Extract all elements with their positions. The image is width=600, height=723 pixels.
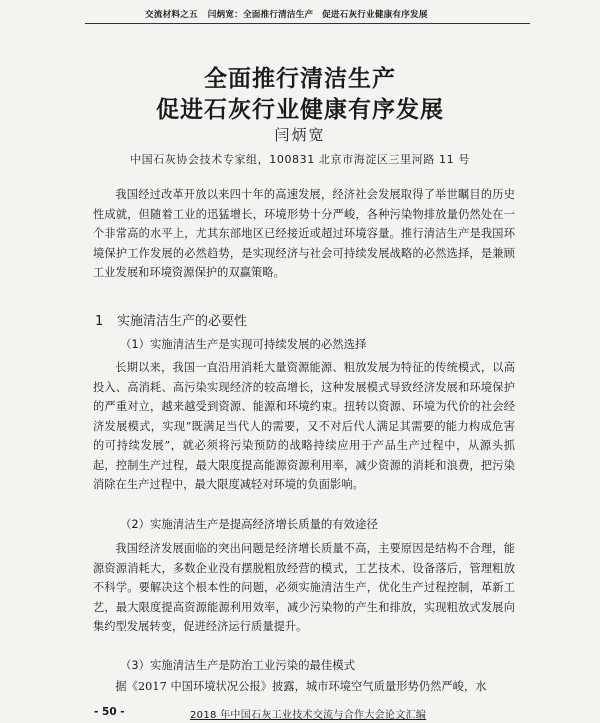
subsection-2-paragraph: 我国经济发展面临的突出问题是经济增长质量不高，主要原因是结构不合理，能源资源消耗大，多数企业没有摆脱粗放经营的模式，工艺技术、设备落后，管理粗放不科学。要解决这个根本性的问题，必须实施清洁生产，优化生产过程控制，革新工艺，最大限度提高资源能源利用效率，减少污染物的产生和排放，实现粗放式发展向集约型发展转变，促进经济运行质量提升。: [93, 542, 515, 633]
subsection-1-paragraph: 长期以来，我国一直沿用消耗大量资源能源、粗放发展为特征的传统模式，以高投入、高消耗、高污染实现经济的较高增长，这种发展模式导致经济发展和环境保护的严重对立，越来越受到资源、能源和环境约束。扭转以资源、环境为代价的社会经济发展模式，实现“既满足当代人的需要，又不对后代人满足其需要的能力构成危害的可持续发展”，就必须将污染预防的战略持续应用于产品生产过程中，从源头抓起，控制生产过程，最大限度提高能源资源利用率，减少资源的消耗和浪费，把污染消除在生产过程中，最大限度减轻对环境的负面影响。: [93, 361, 515, 491]
header-rule: [85, 23, 530, 24]
article-title-line1: 全面推行清洁生产: [204, 66, 396, 92]
header-column: 交流材料之五: [145, 10, 198, 20]
author-affiliation: 中国石灰协会技术专家组，100831 北京市海淀区三里河路 11 号: [130, 153, 470, 166]
abstract-paragraph: 我国经过改革开放以来四十年的高速发展，经济社会发展取得了举世瞩目的历史性成就，但随着工业的迅猛增长，环境形势十分严峻，各种污染物排放量仍然处在一个非常高的水平上，尤其东部地区已经接近或超过环境容量。推行清洁生产是我国环境保护工作发展的必然趋势，是实现经济与社会可持续发展战略的必然选择，是兼顾工业发展和环境资源保护的双赢策略。: [93, 188, 515, 279]
author-name: 闫炳宽: [274, 126, 326, 144]
page-number: - 50 -: [94, 706, 125, 718]
section-heading: [95, 310, 247, 329]
section-number: 1: [95, 314, 104, 329]
subsection-1-heading: （1）实施清洁生产是实现可持续发展的必然选择: [120, 337, 367, 351]
subsection-3-paragraph: 据《2017 中国环境状况公报》披露，城市环境空气质量形势仍然严峻，水: [115, 680, 487, 693]
running-header: [145, 8, 475, 20]
footer-conference-title: 2018 年中国石灰工业技术交流与合作大会论文汇编: [190, 710, 427, 721]
subsection-3-heading: （3）实施清洁生产是防治工业污染的最佳模式: [120, 658, 356, 672]
section-title: 实施清洁生产的必要性: [117, 314, 248, 329]
subsection-2-heading: （2）实施清洁生产是提高经济增长质量的有效途径: [120, 517, 378, 531]
article-title-line2: 促进石灰行业健康有序发展: [156, 97, 444, 123]
header-running-title: 闫炳宽：全面推行清洁生产 促进石灰行业健康有序发展: [207, 10, 428, 20]
